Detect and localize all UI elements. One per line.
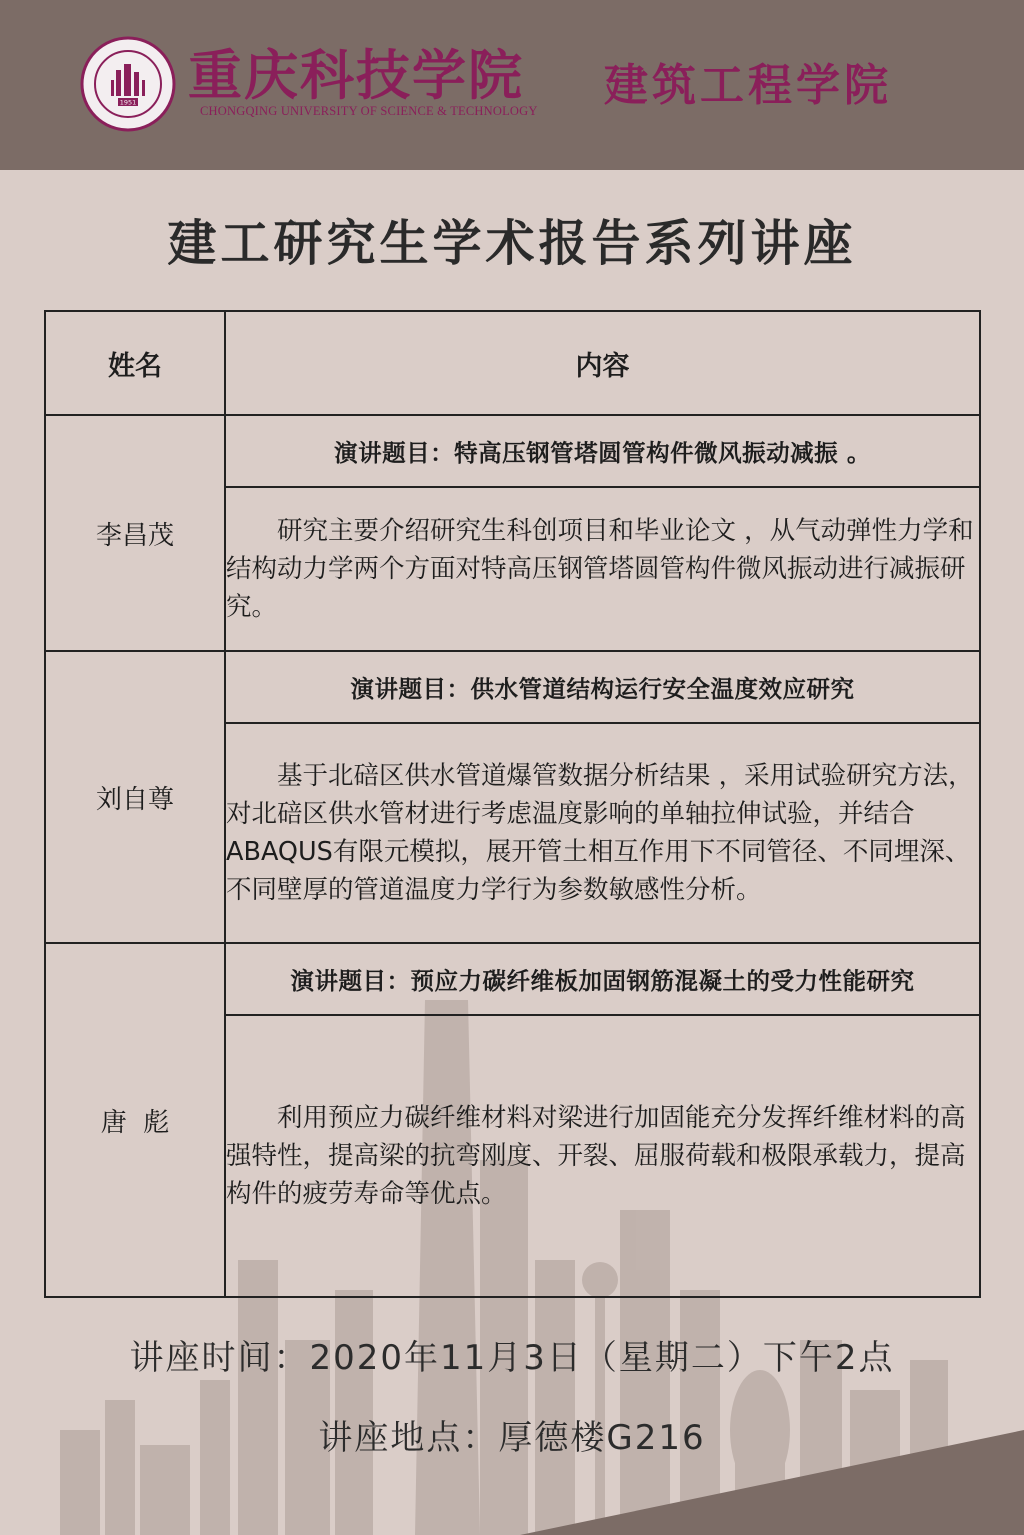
university-name-cn: 重庆科技学院 <box>188 43 524 107</box>
lecture-place: 讲座地点：厚德楼G216 <box>318 1418 706 1458</box>
lecture-description: 利用预应力碳纤维材料对梁进行加固能充分发挥纤维材料的高强特性，提高梁的抗弯刚度、开裂、屈服荷载和极限承载力，提高构件的疲劳寿命等优点。 <box>225 1015 980 1297</box>
lecture-topic: 演讲题目：供水管道结构运行安全温度效应研究 <box>225 651 980 723</box>
college-name: 建筑工程学院 <box>604 60 892 111</box>
lecture-topic: 演讲题目：预应力碳纤维板加固钢筋混凝土的受力性能研究 <box>225 943 980 1015</box>
table-row <box>45 415 980 487</box>
seal-year: 1951 <box>119 98 137 107</box>
table-header-row <box>45 311 980 415</box>
university-seal-icon <box>80 36 176 132</box>
lecture-table <box>44 310 981 1298</box>
speaker-name: 唐 彪 <box>45 943 225 1297</box>
table-row <box>45 651 980 723</box>
header-name: 姓名 <box>45 311 225 415</box>
table-row <box>45 943 980 1015</box>
lecture-description: 研究主要介绍研究生科创项目和毕业论文 ，从气动弹性力学和结构动力学两个方面对特高压钢管塔圆管构件微风振动进行减振研究。 <box>225 487 980 651</box>
speaker-name: 刘自尊 <box>45 651 225 943</box>
page-title: 建工研究生学术报告系列讲座 <box>167 214 857 272</box>
speaker-name: 李昌茂 <box>45 415 225 651</box>
lecture-time: 讲座时间：2020年11月3日（星期二）下午2点 <box>129 1338 895 1378</box>
lecture-topic: 演讲题目：特高压钢管塔圆管构件微风振动减振 。 <box>225 415 980 487</box>
lecture-description: 基于北碚区供水管道爆管数据分析结果 ，采用试验研究方法，对北碚区供水管材进行考虑温度影响的单轴拉伸试验，并结合ABAQUS有限元模拟，展开管土相互作用下不同管径、不同埋深、不同壁厚的管道温度力学行为参数敏感性分析。 <box>225 723 980 943</box>
header-content: 内容 <box>225 311 980 415</box>
university-name-en: CHONGQING UNIVERSITY OF SCIENCE & TECHNOLOGY <box>200 104 538 118</box>
